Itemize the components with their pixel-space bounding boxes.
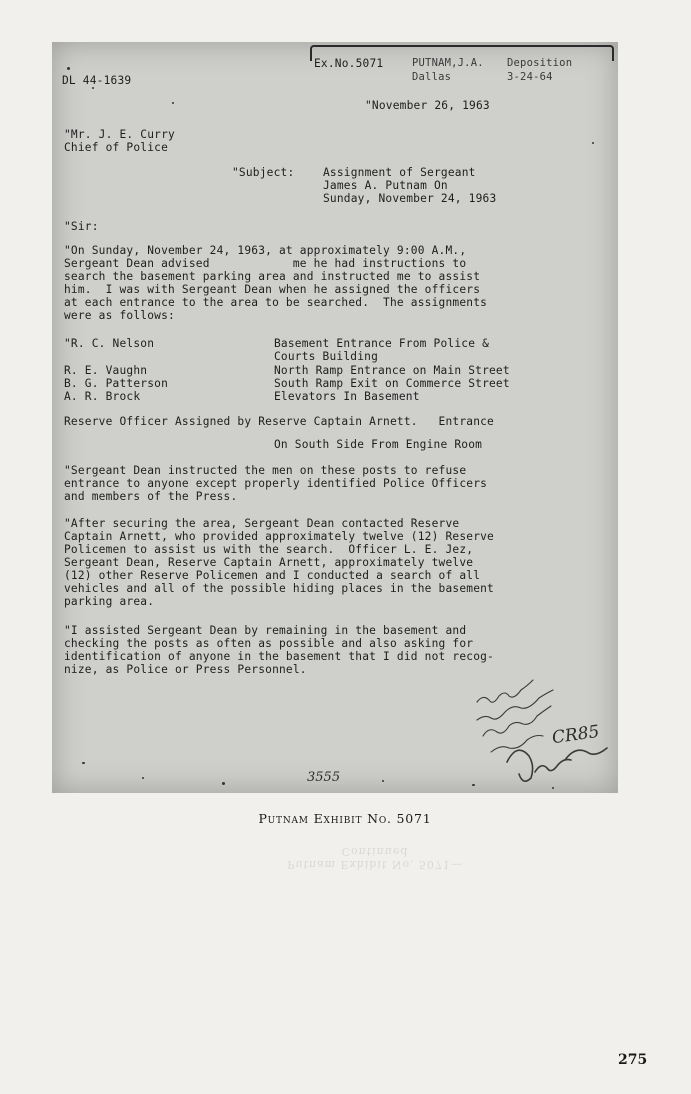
reserve-officer-line: Reserve Officer Assigned by Reserve Captain Arnett. Entrance <box>64 415 494 428</box>
location: Dallas <box>412 71 452 83</box>
noise-speck <box>92 87 94 89</box>
noise-speck <box>222 782 225 785</box>
letter-date: "November 26, 1963 <box>365 99 490 112</box>
para3-line: (12) other Reserve Policemen and I conducted a search of all <box>64 569 481 582</box>
assignment-post: Elevators In Basement <box>274 390 420 403</box>
assignment-post: Courts Building <box>274 350 379 363</box>
page-number: 275 <box>618 1052 648 1068</box>
deposition-label: Deposition <box>507 57 573 69</box>
assignment-post: Basement Entrance From Police & <box>274 337 489 350</box>
para1-line: him. I was with Sergeant Dean when he assigned the officers <box>64 283 481 296</box>
para4-line: identification of anyone in the basement that I did not recog- <box>64 650 494 663</box>
noise-speck <box>382 780 384 782</box>
para3-line: parking area. <box>64 595 155 608</box>
assignment-name: B. G. Patterson <box>64 377 169 390</box>
para4-line: nize, as Police or Press Personnel. <box>64 663 307 676</box>
para1-line: were as follows: <box>64 309 175 322</box>
reserve-officer-line-2: On South Side From Engine Room <box>274 438 483 451</box>
deposition-date: 3-24-64 <box>507 71 553 83</box>
subject-label: "Subject: <box>232 166 295 179</box>
page-stamp-number: 3555 <box>307 770 341 785</box>
para3-line: Sergeant Dean, Reserve Captain Arnett, approximately twelve <box>64 556 474 569</box>
assignment-name: R. E. Vaughn <box>64 364 148 377</box>
para2-line: entrance to anyone except properly identified Police Officers <box>64 477 488 490</box>
salutation: "Sir: <box>64 220 99 233</box>
file-number: DL 44-1639 <box>62 74 132 87</box>
addressee-title: Chief of Police <box>64 141 169 154</box>
witness-name: PUTNAM,J.A. <box>412 57 484 69</box>
para1-line: search the basement parking area and instructed me to assist <box>64 270 481 283</box>
para2-line: and members of the Press. <box>64 490 238 503</box>
handwritten-initials: CR85 <box>550 721 601 749</box>
exhibit-caption: Putnam Exhibit No. 5071 <box>258 811 432 826</box>
para3-line: "After securing the area, Sergeant Dean contacted Reserve <box>64 517 460 530</box>
document-photocopy <box>52 42 618 793</box>
addressee-name: "Mr. J. E. Curry <box>64 128 175 141</box>
para3-line: Captain Arnett, who provided approximately twelve (12) Reserve <box>64 530 494 543</box>
noise-speck <box>67 67 70 70</box>
para1-line: "On Sunday, November 24, 1963, at approximately 9:00 A.M., <box>64 244 467 257</box>
para4-line: checking the posts as often as possible and also asking for <box>64 637 474 650</box>
para1-line: at each entrance to the area to be searched. The assignments <box>64 296 488 309</box>
noise-speck <box>552 787 554 789</box>
subject-line: Assignment of Sergeant <box>323 166 476 179</box>
para4-line: "I assisted Sergeant Dean by remaining in the basement and <box>64 624 467 637</box>
noise-speck <box>82 762 85 764</box>
exhibit-number: Ex.No.5071 <box>314 57 384 70</box>
assignment-post: North Ramp Entrance on Main Street <box>274 364 510 377</box>
noise-speck <box>592 142 594 144</box>
para2-line: "Sergeant Dean instructed the men on these posts to refuse <box>64 464 467 477</box>
noise-speck <box>172 102 174 104</box>
subject-line: James A. Putnam On <box>323 179 448 192</box>
bleed-through-text: Putnam Exhibit No. 5071—Continued <box>287 845 463 871</box>
para3-line: vehicles and all of the possible hiding places in the basement <box>64 582 494 595</box>
para1-line: Sergeant Dean advised me he had instructions to <box>64 257 467 270</box>
assignment-post: South Ramp Exit on Commerce Street <box>274 377 510 390</box>
noise-speck <box>472 784 475 786</box>
noise-speck <box>142 777 144 779</box>
assignment-name: A. R. Brock <box>64 390 141 403</box>
subject-line: Sunday, November 24, 1963 <box>323 192 497 205</box>
para3-line: Policemen to assist us with the search. Officer L. E. Jez, <box>64 543 474 556</box>
assignment-name: "R. C. Nelson <box>64 337 155 350</box>
